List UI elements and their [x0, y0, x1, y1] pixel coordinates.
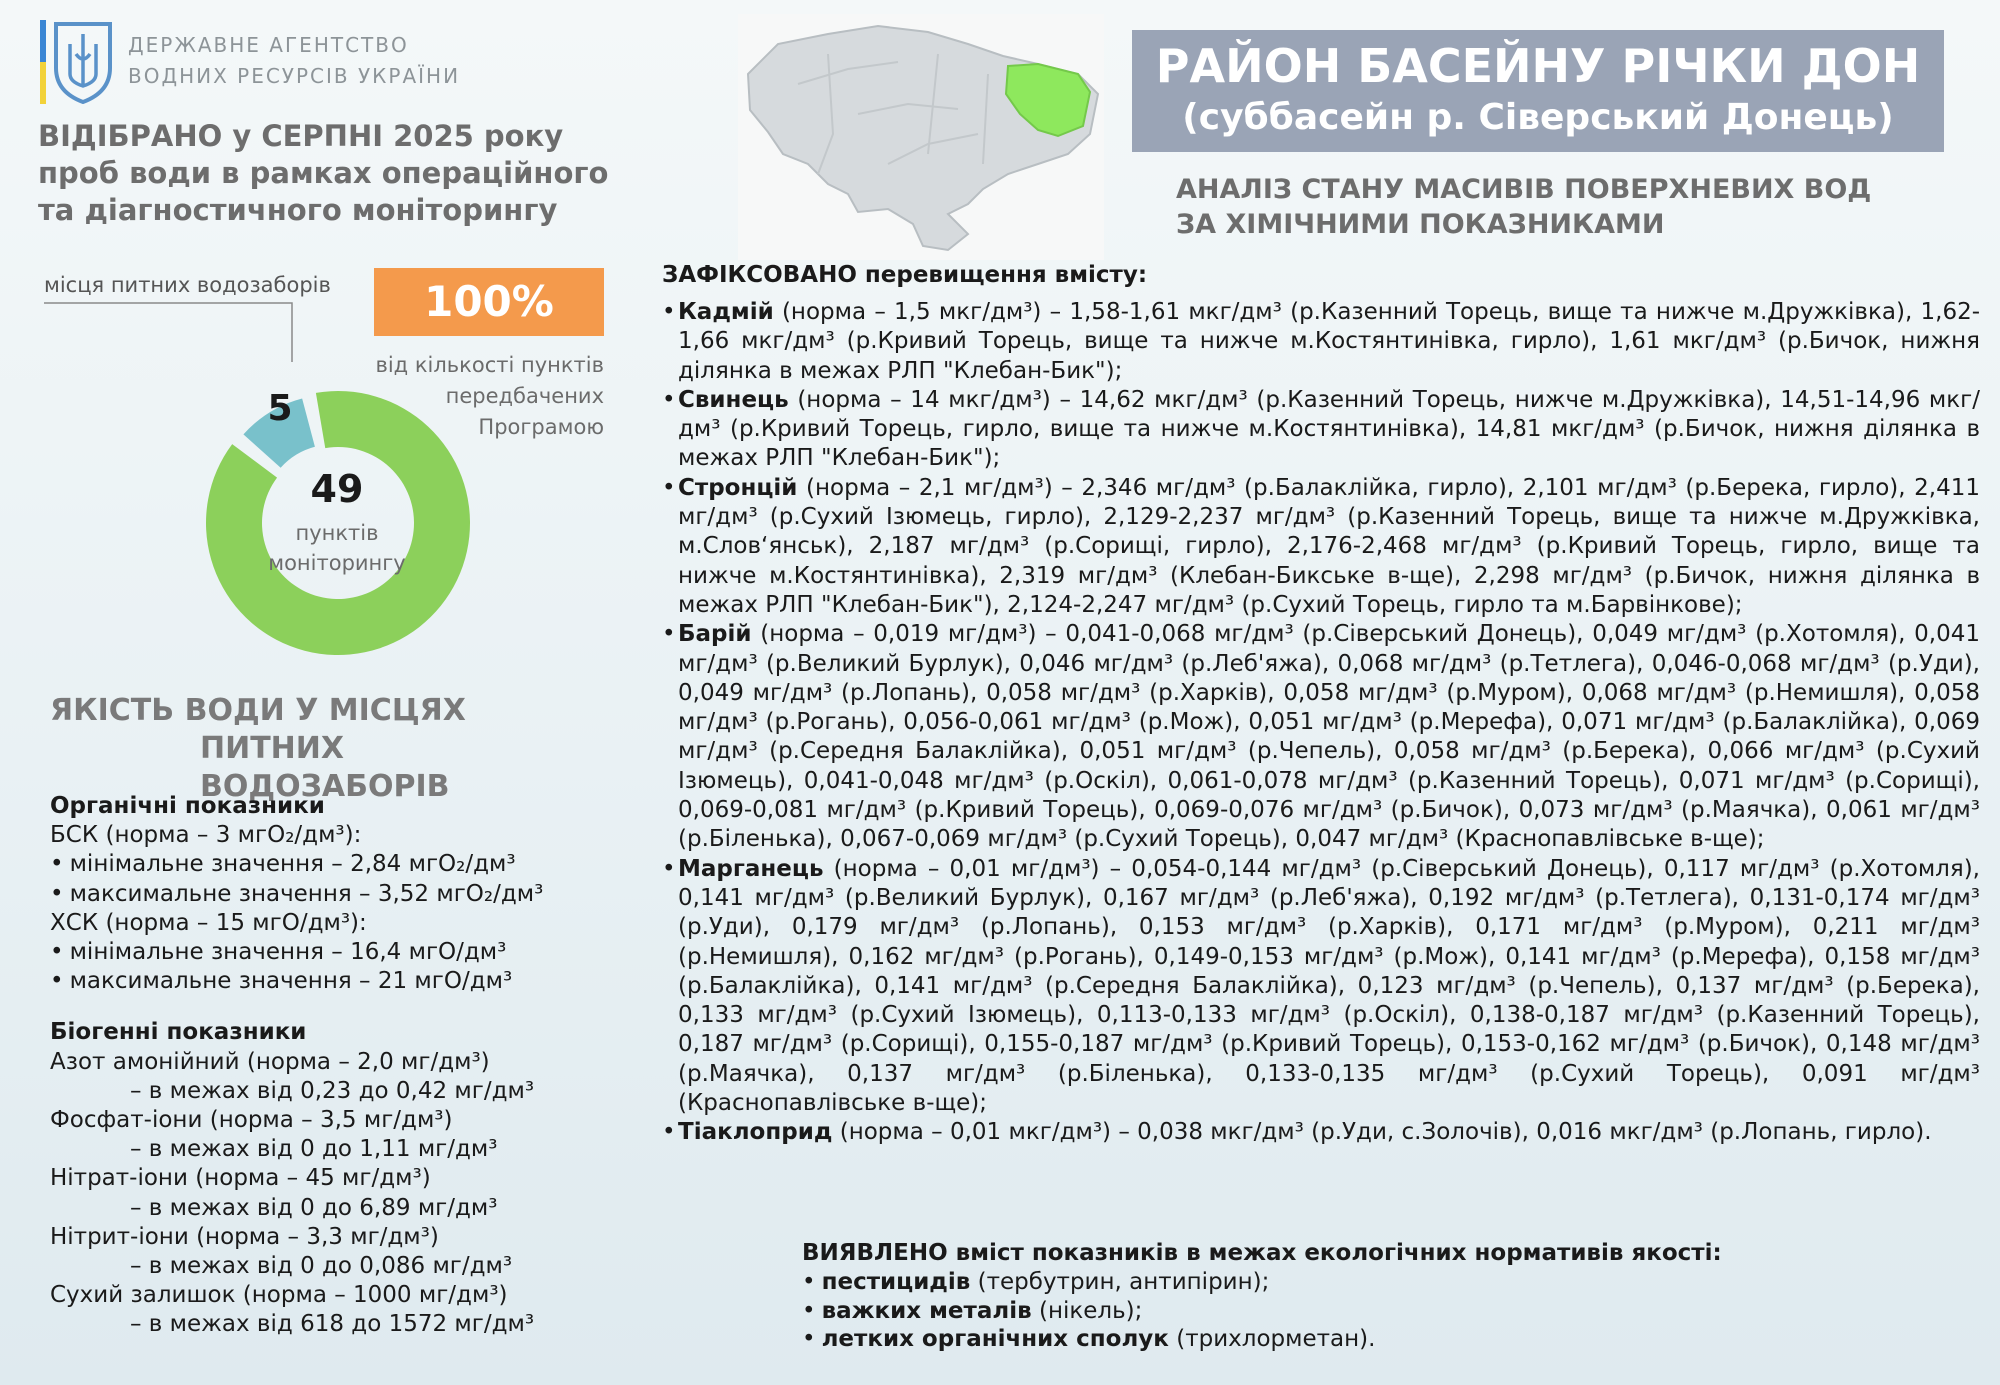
bsk-max: • максимальне значення – 3,52 мгО₂/дм³ [50, 880, 630, 909]
exceed-item-thiacloprid [662, 1118, 1980, 1147]
exceed-text: (норма – 14 мкг/дм³) – 14,62 мкг/дм³ (р.Казенний Торець, нижче м.Дружківка), 14,51-14,96 мкг/дм³ (р.Кривий Торець, гирло, вище та нижче м.Костянтинівка), 14,81 мкг/дм³ (р.Бичок, нижня ділянка в межах РЛП "Клебан-Бик"); [678, 386, 1981, 472]
ammonium-range: – в межах від 0,23 до 0,42 мг/дм³ [130, 1077, 535, 1104]
exceed-text: (норма – 2,1 мг/дм³) – 2,346 мг/дм³ (р.Балаклійка, гирло), 2,101 мг/дм³ (р.Берека, гирло), 2,411 мг/дм³ (р.Сухий Ізюмець, гирло), 2,129-2,237 мг/дм³ (р.Казенний Торець, вище та нижче м.Дружківка, м.Слов‘янськ), 2,187 мг/дм³ (р.Сорищі, гирло), 2,176-2,468 мг/дм³ (р.Кривий Торець, гирло, вище та нижче м.Костянтинівка), 2,319 мг/дм³ (Клебан-Бикське в-ще), 2,298 мг/дм³ (р.Бичок, нижня ділянка в межах РЛП "Клебан-Бик"), 2,124-2,247 мг/дм³ (р.Сухий Торець, гирло та м.Барвінкове); [678, 474, 1981, 618]
found-item-heavy-metals [802, 1297, 1375, 1326]
agency-logo [40, 20, 120, 104]
exceed-name: Свинець [678, 386, 789, 413]
exceed-name: Тіаклоприд [678, 1119, 833, 1146]
dry-residue-norm: Сухий залишок (норма – 1000 мг/дм³) [50, 1282, 508, 1309]
found-text: (нікель); [1038, 1297, 1143, 1324]
hsk-min: • мінімальне значення – 16,4 мгО/дм³ [50, 938, 630, 967]
ammonium-norm: Азот амонійний (норма – 2,0 мг/дм³) [50, 1048, 490, 1075]
found-name: пестицидів [821, 1269, 971, 1295]
bsk-norm: БСК (норма – 3 мгО₂/дм³): [50, 822, 362, 849]
basin-title: РАЙОН БАСЕЙНУ РІЧКИ ДОН [1155, 39, 1921, 93]
analysis-heading [1176, 172, 1936, 242]
nitrate-norm: Нітрат-іони (норма – 45 мг/дм³) [50, 1165, 431, 1192]
agency-name [128, 30, 460, 92]
exceed-item-barium [662, 620, 1980, 854]
exceed-text: (норма – 0,019 мг/дм³) – 0,041-0,068 мг/дм³ (р.Сіверський Донець), 0,049 мг/дм³ (р.Хотомля), 0,041 мг/дм³ (р.Великий Бурлук), 0,046 мг/дм³ (р.Леб'яжа), 0,068 мг/дм³ (р.Тетлега), 0,046-0,068 мг/дм³ (р.Уди), 0,049 мг/дм³ (р.Лопань), 0,058 мг/дм³ (р.Харків), 0,058 мг/дм³ (р.Муром), 0,068 мг/дм³ (р.Немишля), 0,058 мг/дм³ (р.Рогань), 0,056-0,061 мг/дм³ (р.Мож), 0,051 мг/дм³ (р.Мерефа), 0,071 мг/дм³ (р.Балаклійка), 0,069 мг/дм³ (р.Середня Балаклійка), 0,051 мг/дм³ (р.Чепель), 0,058 мг/дм³ (р.Берека), 0,066 мг/дм³ (р.Сухий Ізюмець), 0,041-0,048 мг/дм³ (р.Оскіл), 0,061-0,078 мг/дм³ (р.Казенний Торець), 0,071 мг/дм³ (р.Сорищі), 0,069-0,081 мг/дм³ (р.Кривий Торець), 0,069-0,076 мг/дм³ (р.Бичок), 0,073 мг/дм³ (р.Маячка), 0,061 мг/дм³ (р.Біленька), 0,067-0,069 мг/дм³ (р.Сухий Торець), 0,047 мг/дм³ (Краснопавлівське в-ще); [678, 621, 1981, 853]
exceed-text: (норма – 0,01 мг/дм³) – 0,054-0,144 мг/дм³ (р.Сіверський Донець), 0,117 мг/дм³ (р.Хотомля), 0,141 мг/дм³ (р.Великий Бурлук), 0,167 мг/дм³ (р.Леб'яжа), 0,192 мг/дм³ (р.Тетлега), 0,131-0,174 мг/дм³ (р.Уди), 0,179 мг/дм³ (р.Лопань), 0,153 мг/дм³ (р.Харків), 0,171 мг/дм³ (р.Муром), 0,211 мг/дм³ (р.Немишля), 0,162 мг/дм³ (р.Рогань), 0,149-0,153 мг/дм³ (р.Мож), 0,141 мг/дм³ (р.Мерефа), 0,158 мг/дм³ (р.Балаклійка), 0,141 мг/дм³ (р.Середня Балаклійка), 0,123 мг/дм³ (р.Чепель), 0,137 мг/дм³ (р.Берека), 0,133 мг/дм³ (р.Сухий Ізюмець), 0,113-0,133 мг/дм³ (р.Оскіл), 0,138-0,187 мг/дм³ (р.Казенний Торець), 0,187 мг/дм³ (р.Сорищі), 0,155-0,187 мг/дм³ (р.Кривий Торець), 0,153-0,162 мг/дм³ (р.Бичок), 0,148 мг/дм³ (р.Маячка), 0,137 мг/дм³ (р.Біленька), 0,133-0,135 мг/дм³ (р.Сухий Торець), 0,091 мг/дм³ (Краснопавлівське в-ще); [678, 855, 1980, 1117]
sampling-title-line-3: та діагностичного моніторингу [38, 193, 558, 227]
exceed-item-cadmium [662, 298, 1980, 386]
exceed-item-strontium [662, 474, 1980, 620]
within-norms-heading: ВИЯВЛЕНО вміст показників в межах екологічних нормативів якості: [802, 1240, 1722, 1266]
agency-line-1: ДЕРЖАВНЕ АГЕНТСТВО [128, 33, 409, 57]
phosphate-range: – в межах від 0 до 1,11 мг/дм³ [130, 1136, 498, 1163]
monitoring-points-label [252, 518, 422, 578]
sampling-title [38, 118, 638, 229]
exceedance-heading: ЗАФІКСОВАНО перевищення вмісту: [662, 262, 1148, 288]
monitoring-label-line-1: пунктів [295, 521, 379, 545]
ukraine-map [738, 14, 1104, 260]
hsk-norm: ХСК (норма – 15 мгО/дм³): [50, 909, 367, 936]
exceed-item-lead [662, 386, 1980, 474]
exceed-name: Кадмій [678, 299, 774, 325]
basin-banner [1132, 30, 1944, 152]
exceed-text: (норма – 1,5 мкг/дм³) – 1,58-1,61 мкг/дм³ (р.Казенний Торець, вище та нижче м.Дружківка), 1,62-1,66 мкг/дм³ (р.Кривий Торець, вище та нижче м.Костянтинівка, гирло), 1,61 мкг/дм³ (р.Бичок, нижня ділянка в межах РЛП "Клебан-Бик"); [678, 299, 1981, 384]
agency-line-2: ВОДНИХ РЕСУРСІВ УКРАЇНИ [128, 64, 461, 88]
quality-line-2: ПИТНИХ ВОДОЗАБОРІВ [200, 731, 450, 804]
nitrate-range: – в межах від 0 до 6,89 мг/дм³ [130, 1194, 498, 1221]
sampling-title-line-2: проб води в рамках операційного [38, 156, 609, 190]
percent-desc-line-1: від кількості пунктів [375, 353, 604, 377]
within-norms-list [802, 1268, 1375, 1354]
exceed-item-manganese [662, 855, 1980, 1119]
exceed-name: Барій [678, 621, 752, 648]
nitrite-norm: Нітрит-іони (норма – 3,3 мг/дм³) [50, 1223, 439, 1250]
analysis-line-1: АНАЛІЗ СТАНУ МАСИВІВ ПОВЕРХНЕВИХ ВОД [1176, 174, 1872, 205]
monitoring-points-count: 49 [310, 467, 364, 511]
found-item-pesticides [802, 1268, 1375, 1297]
percent-desc-line-2: передбачених [445, 384, 604, 408]
sub-basin-title: (суббасейн р. Сіверський Донець) [1182, 97, 1894, 138]
organic-heading: Органічні показники [50, 793, 325, 819]
drinking-water-indicators [50, 792, 630, 1340]
drinking-water-quality-heading [50, 692, 590, 806]
monitoring-label-line-2: моніторингу [268, 551, 406, 575]
found-text: (тербутрин, антипірин); [977, 1269, 1270, 1295]
exceed-name: Стронцій [678, 474, 798, 501]
percent-desc-line-3: Програмою [478, 415, 604, 439]
bsk-min: • мінімальне значення – 2,84 мгО₂/дм³ [50, 850, 630, 879]
hsk-max: • максимальне значення – 21 мгО/дм³ [50, 967, 630, 996]
found-name: важких металів [821, 1297, 1032, 1324]
exceed-name: Марганець [678, 855, 824, 882]
found-text: (трихлорметан). [1176, 1326, 1376, 1352]
sampling-title-line-1: ВІДІБРАНО у СЕРПНІ 2025 року [38, 119, 564, 153]
nitrite-range: – в межах від 0 до 0,086 мг/дм³ [130, 1253, 513, 1280]
found-name: летких органічних сполук [821, 1326, 1169, 1352]
found-item-voc [802, 1325, 1375, 1354]
analysis-line-2: ЗА ХІМІЧНИМИ ПОКАЗНИКАМИ [1176, 209, 1665, 240]
biogenic-heading: Біогенні показники [50, 1019, 307, 1046]
drinking-intake-callout-label: місця питних водозаборів [44, 273, 331, 297]
phosphate-norm: Фосфат-іони (норма – 3,5 мг/дм³) [50, 1107, 453, 1134]
dry-residue-range: – в межах від 618 до 1572 мг/дм³ [130, 1311, 535, 1338]
exceed-text: (норма – 0,01 мкг/дм³) – 0,038 мкг/дм³ (р.Уди, с.Золочів), 0,016 мкг/дм³ (р.Лопань, гирло). [839, 1119, 1932, 1146]
exceedance-list [662, 298, 1980, 1148]
drinking-intake-count: 5 [267, 388, 293, 429]
percent-badge: 100% [374, 268, 604, 336]
quality-line-1: ЯКІСТЬ ВОДИ У МІСЦЯХ [50, 693, 466, 728]
